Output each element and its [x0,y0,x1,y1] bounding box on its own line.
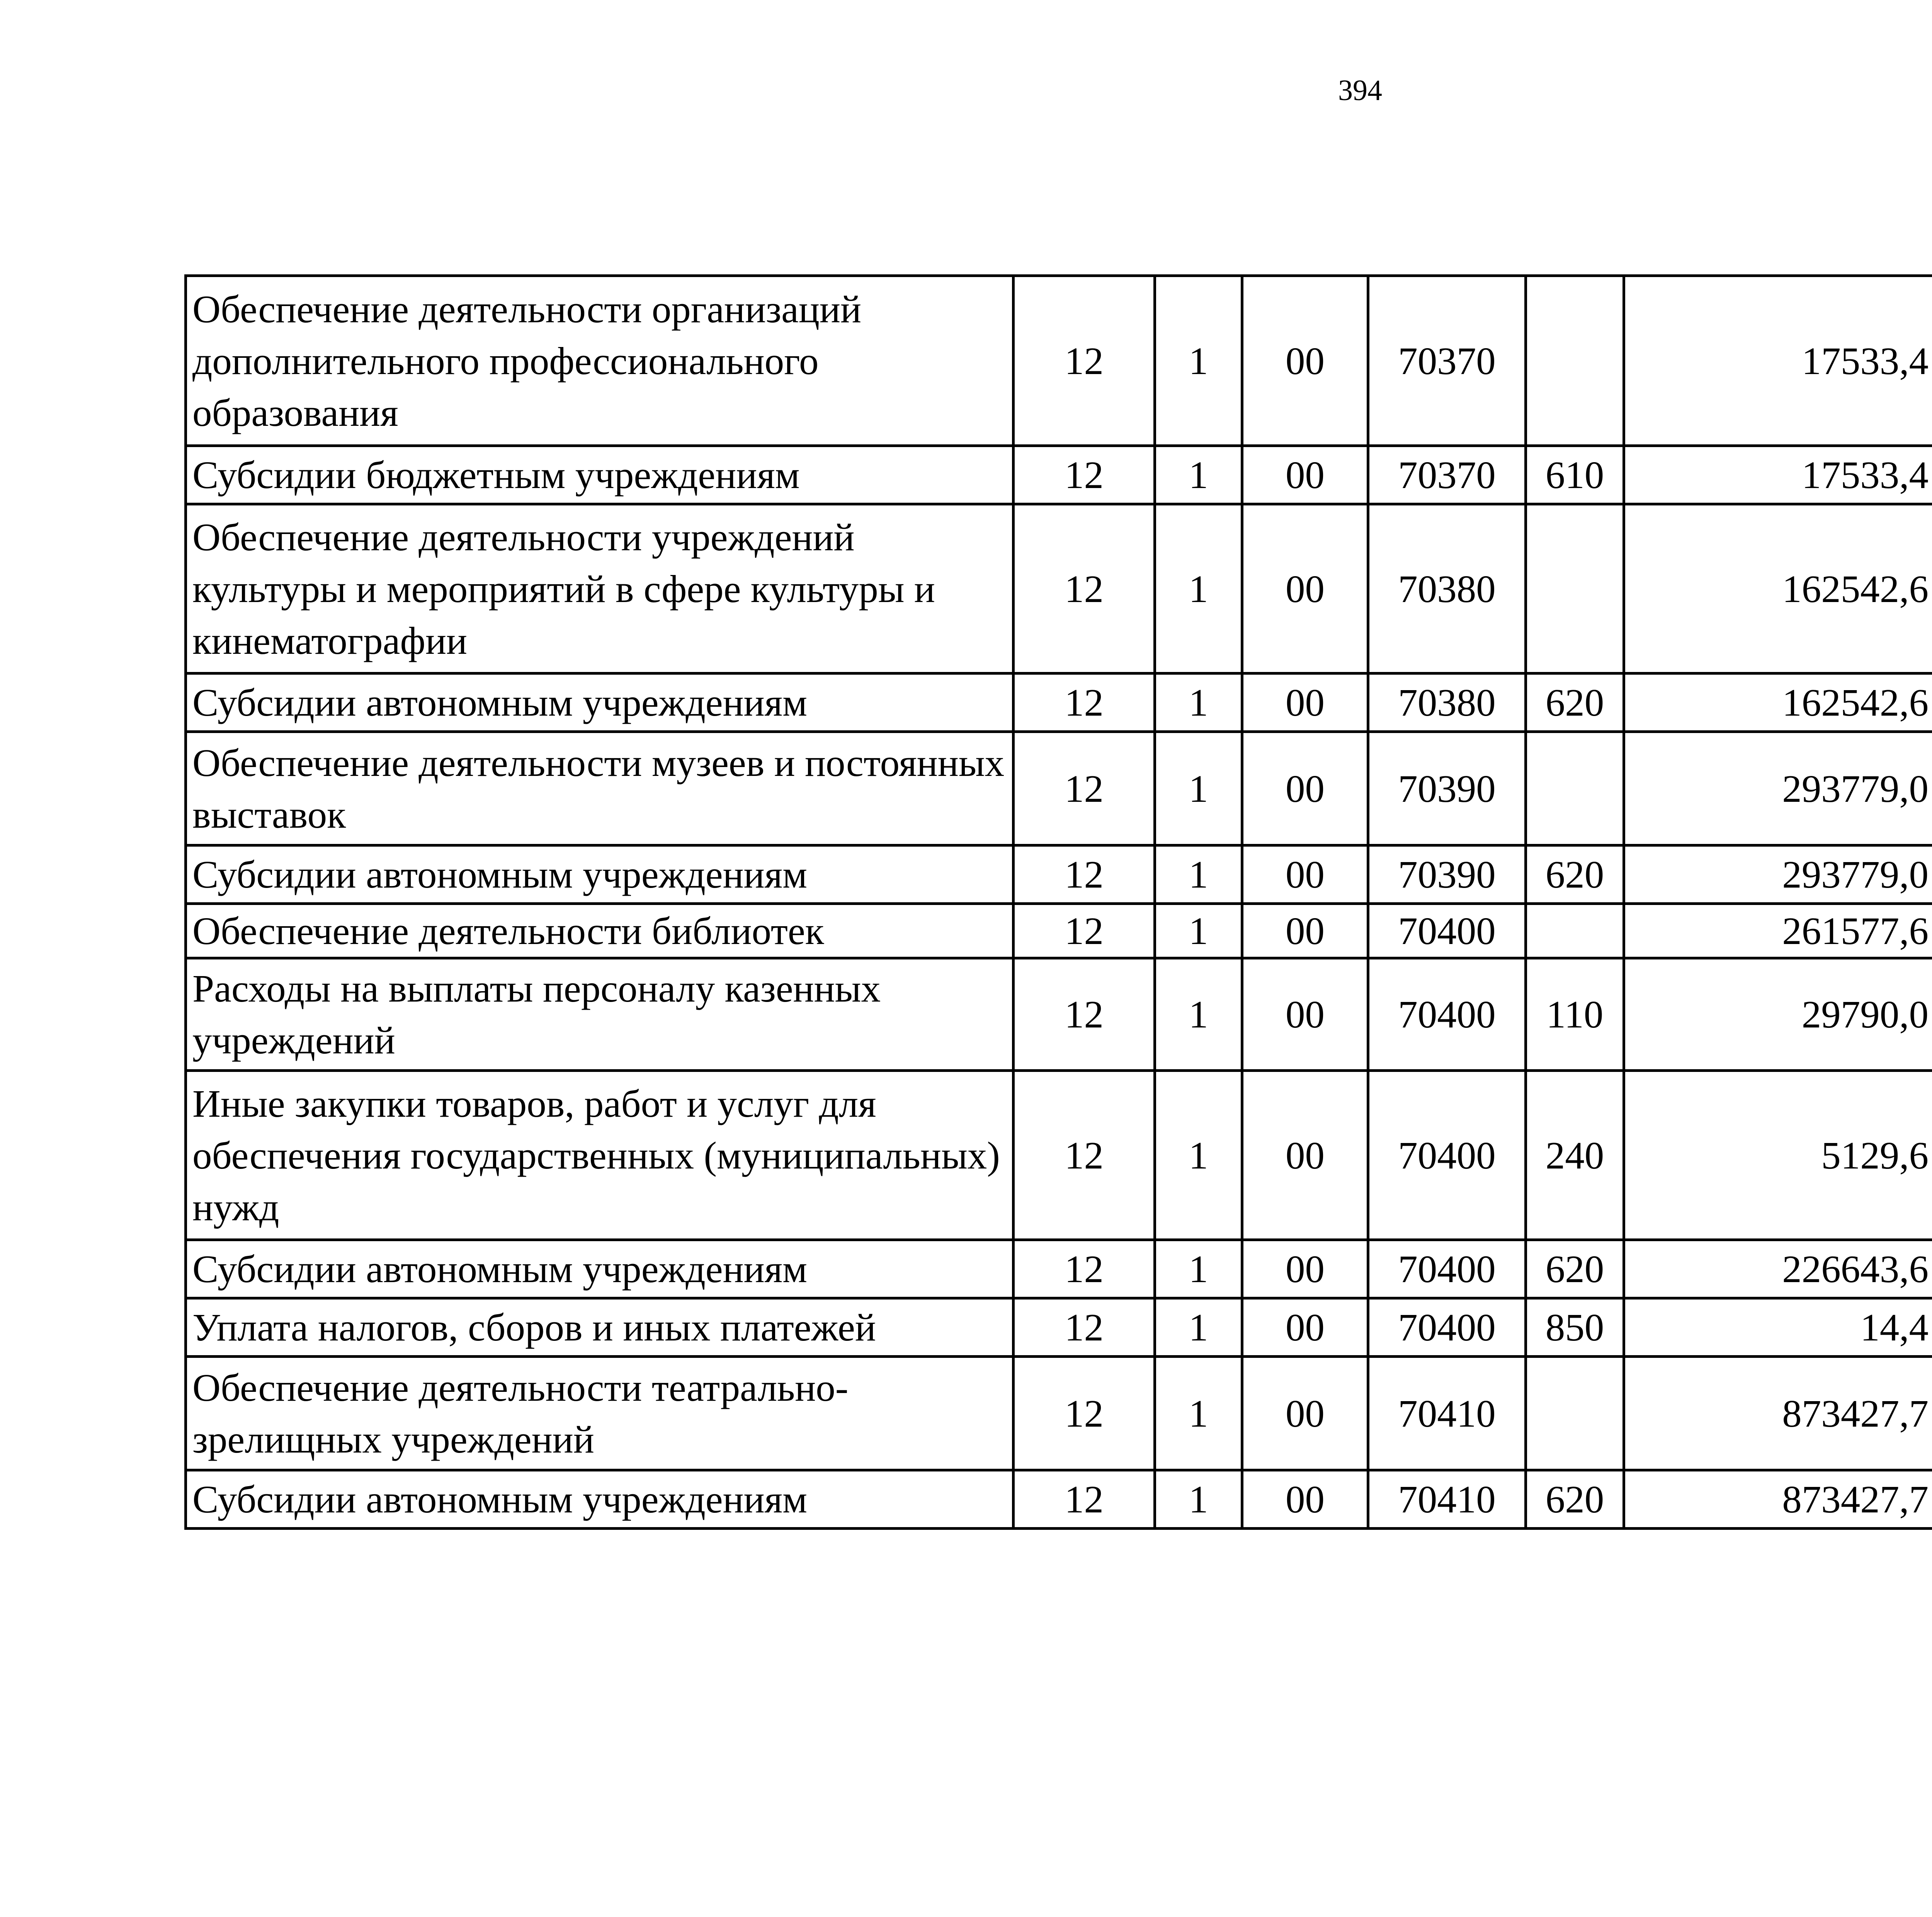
cell-target-code: 70370 [1368,446,1526,504]
row-name: Обеспечение деятельности музеев и постоянных выставок [186,732,1014,845]
cell-value-1: 873427,7 [1624,1470,1932,1529]
cell-expense-type [1526,504,1624,674]
cell-section: 12 [1014,845,1155,904]
table-row [186,1357,1932,1470]
cell-value-1: 873427,7 [1624,1357,1932,1470]
cell-expense-type: 110 [1526,958,1624,1071]
cell-target-code: 70400 [1368,1298,1526,1357]
table-row [186,1071,1932,1240]
row-name: Субсидии автономным учреждениям [186,674,1014,732]
cell-expense-type: 620 [1526,674,1624,732]
cell-program: 00 [1242,1071,1368,1240]
cell-section: 12 [1014,674,1155,732]
row-name: Обеспечение деятельности организаций дополнительного профессионального образования [186,276,1014,446]
cell-expense-type: 620 [1526,1470,1624,1529]
row-name: Иные закупки товаров, работ и услуг для обеспечения государственных (муниципальных) нужд [186,1071,1014,1240]
cell-subsection: 1 [1155,904,1242,958]
cell-program: 00 [1242,1240,1368,1298]
cell-value-1: 29790,0 [1624,958,1932,1071]
cell-value-1: 261577,6 [1624,904,1932,958]
cell-section: 12 [1014,1470,1155,1529]
cell-program: 00 [1242,958,1368,1071]
cell-value-1: 5129,6 [1624,1071,1932,1240]
cell-subsection: 1 [1155,1071,1242,1240]
cell-subsection: 1 [1155,1298,1242,1357]
cell-expense-type: 620 [1526,1240,1624,1298]
cell-program: 00 [1242,1470,1368,1529]
page-number: 394 [1338,74,1382,107]
cell-value-1: 14,4 [1624,1298,1932,1357]
table-row [186,276,1932,446]
cell-section: 12 [1014,1071,1155,1240]
row-name: Субсидии автономным учреждениям [186,845,1014,904]
cell-target-code: 70400 [1368,958,1526,1071]
cell-program: 00 [1242,732,1368,845]
table-row [186,1298,1932,1357]
cell-subsection: 1 [1155,674,1242,732]
table-row [186,1240,1932,1298]
table-row [186,845,1932,904]
cell-section: 12 [1014,504,1155,674]
cell-value-1: 293779,0 [1624,732,1932,845]
budget-table [184,274,1932,1530]
cell-section: 12 [1014,904,1155,958]
cell-subsection: 1 [1155,1357,1242,1470]
table-row [186,1470,1932,1529]
row-name: Обеспечение деятельности театрально-зрелищных учреждений [186,1357,1014,1470]
cell-section: 12 [1014,1240,1155,1298]
table-row [186,732,1932,845]
cell-section: 12 [1014,1357,1155,1470]
cell-program: 00 [1242,276,1368,446]
cell-section: 12 [1014,958,1155,1071]
cell-section: 12 [1014,276,1155,446]
cell-program: 00 [1242,504,1368,674]
cell-target-code: 70400 [1368,1071,1526,1240]
cell-subsection: 1 [1155,446,1242,504]
cell-value-1: 162542,6 [1624,504,1932,674]
cell-program: 00 [1242,904,1368,958]
cell-value-1: 293779,0 [1624,845,1932,904]
table-row [186,674,1932,732]
cell-expense-type: 240 [1526,1071,1624,1240]
cell-value-1: 226643,6 [1624,1240,1932,1298]
table-row [186,958,1932,1071]
cell-program: 00 [1242,845,1368,904]
cell-target-code: 70370 [1368,276,1526,446]
row-name: Обеспечение деятельности библиотек [186,904,1014,958]
cell-subsection: 1 [1155,1470,1242,1529]
table-row [186,904,1932,958]
cell-target-code: 70380 [1368,504,1526,674]
table-row [186,446,1932,504]
cell-section: 12 [1014,1298,1155,1357]
table-row [186,504,1932,674]
cell-section: 12 [1014,732,1155,845]
row-name: Субсидии автономным учреждениям [186,1240,1014,1298]
cell-subsection: 1 [1155,845,1242,904]
cell-expense-type: 610 [1526,446,1624,504]
row-name: Расходы на выплаты персоналу казенных учреждений [186,958,1014,1071]
cell-target-code: 70410 [1368,1470,1526,1529]
cell-program: 00 [1242,1298,1368,1357]
cell-subsection: 1 [1155,958,1242,1071]
cell-target-code: 70380 [1368,674,1526,732]
row-name: Обеспечение деятельности учреждений культуры и мероприятий в сфере культуры и кинематографии [186,504,1014,674]
cell-subsection: 1 [1155,504,1242,674]
cell-expense-type [1526,732,1624,845]
cell-target-code: 70390 [1368,732,1526,845]
cell-expense-type [1526,1357,1624,1470]
cell-target-code: 70400 [1368,904,1526,958]
row-name: Уплата налогов, сборов и иных платежей [186,1298,1014,1357]
cell-subsection: 1 [1155,276,1242,446]
cell-target-code: 70410 [1368,1357,1526,1470]
cell-program: 00 [1242,674,1368,732]
row-name: Субсидии бюджетным учреждениям [186,446,1014,504]
cell-value-1: 17533,4 [1624,446,1932,504]
cell-subsection: 1 [1155,1240,1242,1298]
cell-value-1: 162542,6 [1624,674,1932,732]
cell-program: 00 [1242,1357,1368,1470]
cell-expense-type: 850 [1526,1298,1624,1357]
cell-target-code: 70390 [1368,845,1526,904]
cell-subsection: 1 [1155,732,1242,845]
cell-value-1: 17533,4 [1624,276,1932,446]
cell-section: 12 [1014,446,1155,504]
cell-expense-type: 620 [1526,845,1624,904]
row-name: Субсидии автономным учреждениям [186,1470,1014,1529]
cell-expense-type [1526,904,1624,958]
cell-expense-type [1526,276,1624,446]
cell-target-code: 70400 [1368,1240,1526,1298]
cell-program: 00 [1242,446,1368,504]
